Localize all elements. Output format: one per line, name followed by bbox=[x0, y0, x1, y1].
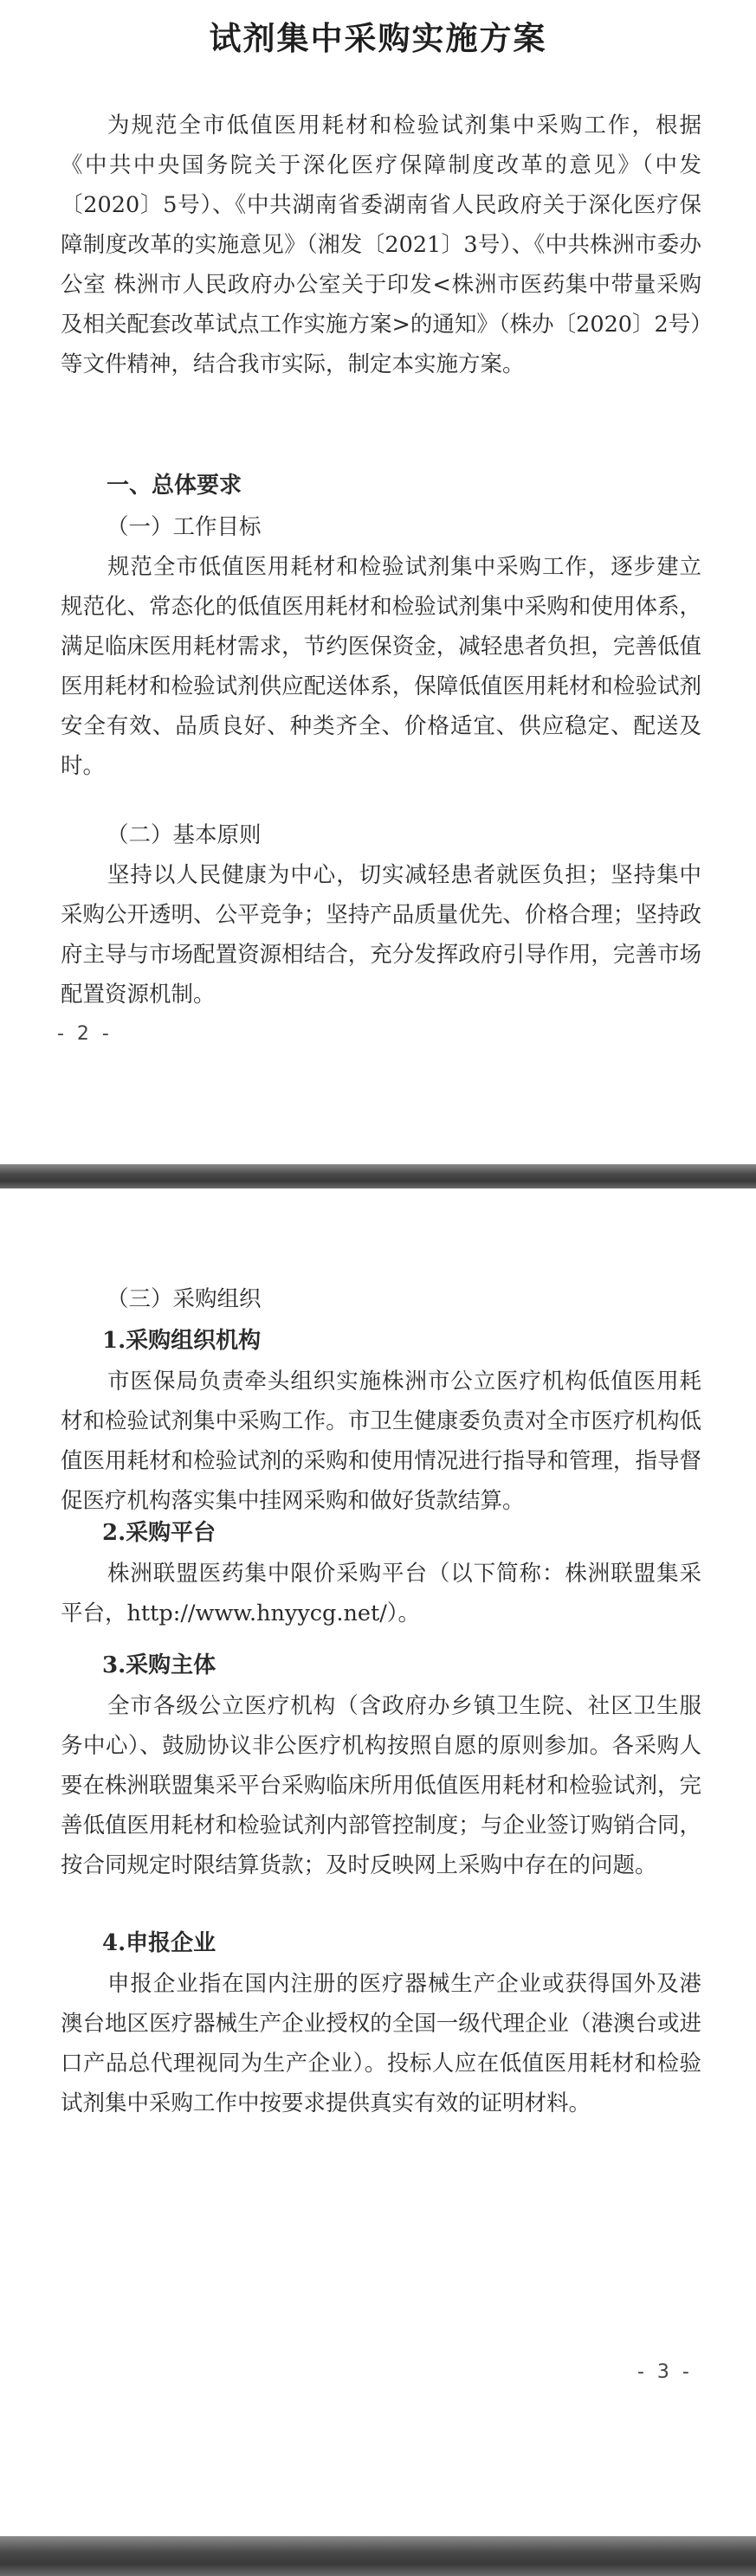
section-heading-general-requirements: 一、总体要求 bbox=[107, 473, 242, 499]
procurement-platform-paragraph: 株洲联盟医药集中限价采购平台（以下简称：株洲联盟集采平台，http://www.hnyycg.net/）。 bbox=[61, 1561, 701, 1626]
item-heading-procurement-agency: 1.采购组织机构 bbox=[102, 1328, 262, 1354]
page-number: - 2 - bbox=[57, 1023, 113, 1045]
work-goals-paragraph: 规范全市低值医用耗材和检验试剂集中采购工作，逐步建立规范化、常态化的低值医用耗材和检验试剂集中采购和使用体系，满足临床医用耗材需求，节约医保资金，减轻患者负担，完善低值医用耗材和检验试剂供应配送体系，保障低值医用耗材和检验试剂安全有效、品质良好、种类齐全、价格适宜、供应稳定、配送及时。 bbox=[61, 554, 701, 779]
document-page-2 bbox=[0, 0, 756, 1164]
page-separator bbox=[0, 1164, 756, 1188]
document-title: 试剂集中采购实施方案 bbox=[209, 19, 547, 57]
item-heading-applicant-enterprises: 4.申报企业 bbox=[102, 1930, 216, 1956]
item-heading-procurement-platform: 2.采购平台 bbox=[102, 1520, 216, 1546]
page-bottom-edge bbox=[0, 2536, 756, 2576]
subsection-heading-basic-principles: （二）基本原则 bbox=[107, 822, 262, 848]
subsection-heading-procurement-organization: （三）采购组织 bbox=[107, 1286, 262, 1312]
subsection-heading-work-goals: （一）工作目标 bbox=[107, 514, 262, 540]
document-page-3 bbox=[0, 1188, 756, 2536]
page-number: - 3 - bbox=[637, 2361, 693, 2383]
applicant-enterprises-paragraph: 申报企业指在国内注册的医疗器械生产企业或获得国外及港澳台地区医疗器械生产企业授权的全国一级代理企业（港澳台或进口产品总代理视同为生产企业）。投标人应在低值医用耗材和检验试剂集中采购工作中按要求提供真实有效的证明材料。 bbox=[61, 1971, 701, 2116]
procurement-subject-paragraph: 全市各级公立医疗机构（含政府办乡镇卫生院、社区卫生服务中心）、鼓励协议非公医疗机构按照自愿的原则参加。各采购人要在株洲联盟集采平台采购临床所用低值医用耗材和检验试剂，完善低值医用耗材和检验试剂内部管控制度；与企业签订购销合同，按合同规定时限结算货款；及时反映网上采购中存在的问题。 bbox=[61, 1693, 701, 1878]
basic-principles-paragraph: 坚持以人民健康为中心，切实减轻患者就医负担；坚持集中采购公开透明、公平竞争；坚持产品质量优先、价格合理；坚持政府主导与市场配置资源相结合，充分发挥政府引导作用，完善市场配置资源机制。 bbox=[61, 862, 701, 1008]
intro-paragraph: 为规范全市低值医用耗材和检验试剂集中采购工作，根据《中共中央国务院关于深化医疗保障制度改革的意见》（中发〔2020〕5号）、《中共湖南省委湖南省人民政府关于深化医疗保障制度改革的实施意见》（湘发〔2021〕3号）、《中共株洲市委办公室 株洲市人民政府办公室关于印发<株洲市医药集中带量采购及相关配套改革试点工作实施方案>的通知》（株办〔2020〕2号）等文件精神，结合我市实际，制定本实施方案。 bbox=[61, 113, 701, 377]
procurement-agency-paragraph: 市医保局负责牵头组织实施株洲市公立医疗机构低值医用耗材和检验试剂集中采购工作。市卫生健康委负责对全市医疗机构低值医用耗材和检验试剂的采购和使用情况进行指导和管理，指导督促医疗机构落实集中挂网采购和做好货款结算。 bbox=[61, 1368, 701, 1514]
item-heading-procurement-subject: 3.采购主体 bbox=[102, 1652, 216, 1678]
